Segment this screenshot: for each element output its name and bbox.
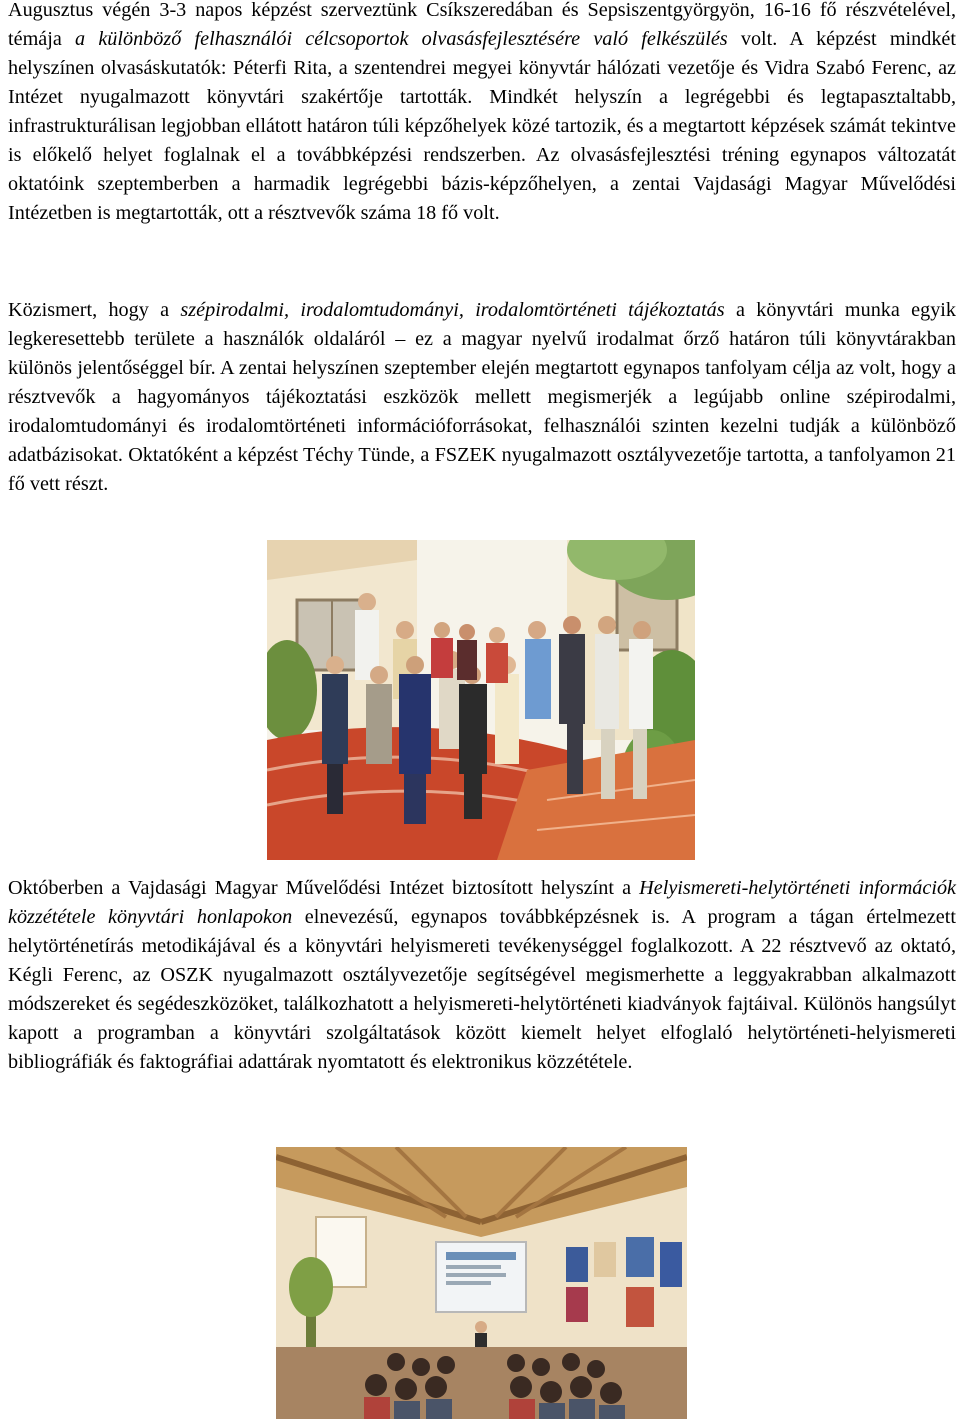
paragraph-italic-text: a különböző felhasználói célcsoportok olvasásfejlesztésére való felkészülés	[75, 28, 728, 50]
paragraph-italic-text: Helyismereti-helytörténeti információk közzététele könyvtári honlapokon	[8, 877, 956, 928]
lecture-hall-illustration	[276, 1147, 687, 1419]
paragraph-local-history	[8, 874, 956, 1077]
paragraph-text: volt. A képzést mindkét helyszínen olvasáskutatók: Péterfi Rita, a szentendrei megyei könyvtár hálózati vezetője és Vidra Szabó Ferenc, az Intézet nyugalmazott könyvtári szakértője tartották. Mindkét helyszín a legrégebbi és legtapasztaltabb, infrastrukturálisan legjobban ellátott határon túli képzőhelyek közé tartozik, és a megtartott képzések számát tekintve is előkelő helyet foglalnak el a továbbképzési rendszerben. Az olvasásfejlesztési tréning egynapos változatát oktatóink szeptemberben a harmadik legrégebbi bázis-képzőhelyen, a zentai Vajdasági Magyar Művelődési Intézetben is megtartották, ott a résztvevők száma 18 fő volt.	[8, 28, 956, 224]
paragraph-literary-information	[8, 296, 956, 499]
group-photo-outdoor	[267, 540, 695, 860]
paragraph-text: Augusztus végén 3-3 napos képzést szerveztünk Csíkszeredában és Sepsiszentgyörgyön, 16-16 fő részvételével, témája	[8, 0, 956, 50]
paragraph-text: Közismert, hogy a	[8, 299, 181, 321]
paragraph-text: Októberben a Vajdasági Magyar Művelődési Intézet biztosított helyszínt a	[8, 877, 640, 899]
group-photo-illustration	[267, 540, 695, 860]
paragraph-text: elnevezésű, egynapos továbbképzésnek is. A program a tágan értelmezett helytörténetírás metodikájával és a könyvtári helyismereti tevékenységgel foglalkozott. A 22 résztvevő az oktató, Kégli Ferenc, az OSZK nyugalmazott osztályvezetője segítségével megismerhette a leggyakrabban alkalmazott módszereket és segédeszközöket, találkozhatott a helyismereti-helytörténeti kiadványok fajtáival. Különös hangsúlyt kapott a programban a könyvtári szolgáltatások között kiemelt helyet elfoglaló helytörténeti-helyismereti bibliográfiák és faktográfiai adattárak nyomtatott és elektronikus közzététele.	[8, 906, 956, 1073]
paragraph-text: a könyvtári munka egyik legkeresettebb területe a használók oldaláról – ez a magyar nyelvű irodalmat őrző határon túli könyvtárakban különös jelentőséggel bír. A zentai helyszínen szeptember elején megtartott egynapos tanfolyam célja az volt, hogy a résztvevők a hagyományos tájékoztatási eszközök mellett megismerjék a legújabb online szépirodalmi, irodalomtudományi és irodalomtörténeti információforrásokat, felhasználói szinten kezelni tudják a különböző adatbázisokat. Oktatóként a képzést Téchy Tünde, a FSZEK nyugalmazott osztályvezetője tartotta, a tanfolyamon 21 fő vett részt.	[8, 299, 957, 495]
paragraph-reading-training	[8, 0, 956, 228]
paragraph-italic-text: szépirodalmi, irodalomtudományi, irodalomtörténeti tájékoztatás	[180, 299, 725, 321]
lecture-hall-photo	[276, 1147, 687, 1419]
